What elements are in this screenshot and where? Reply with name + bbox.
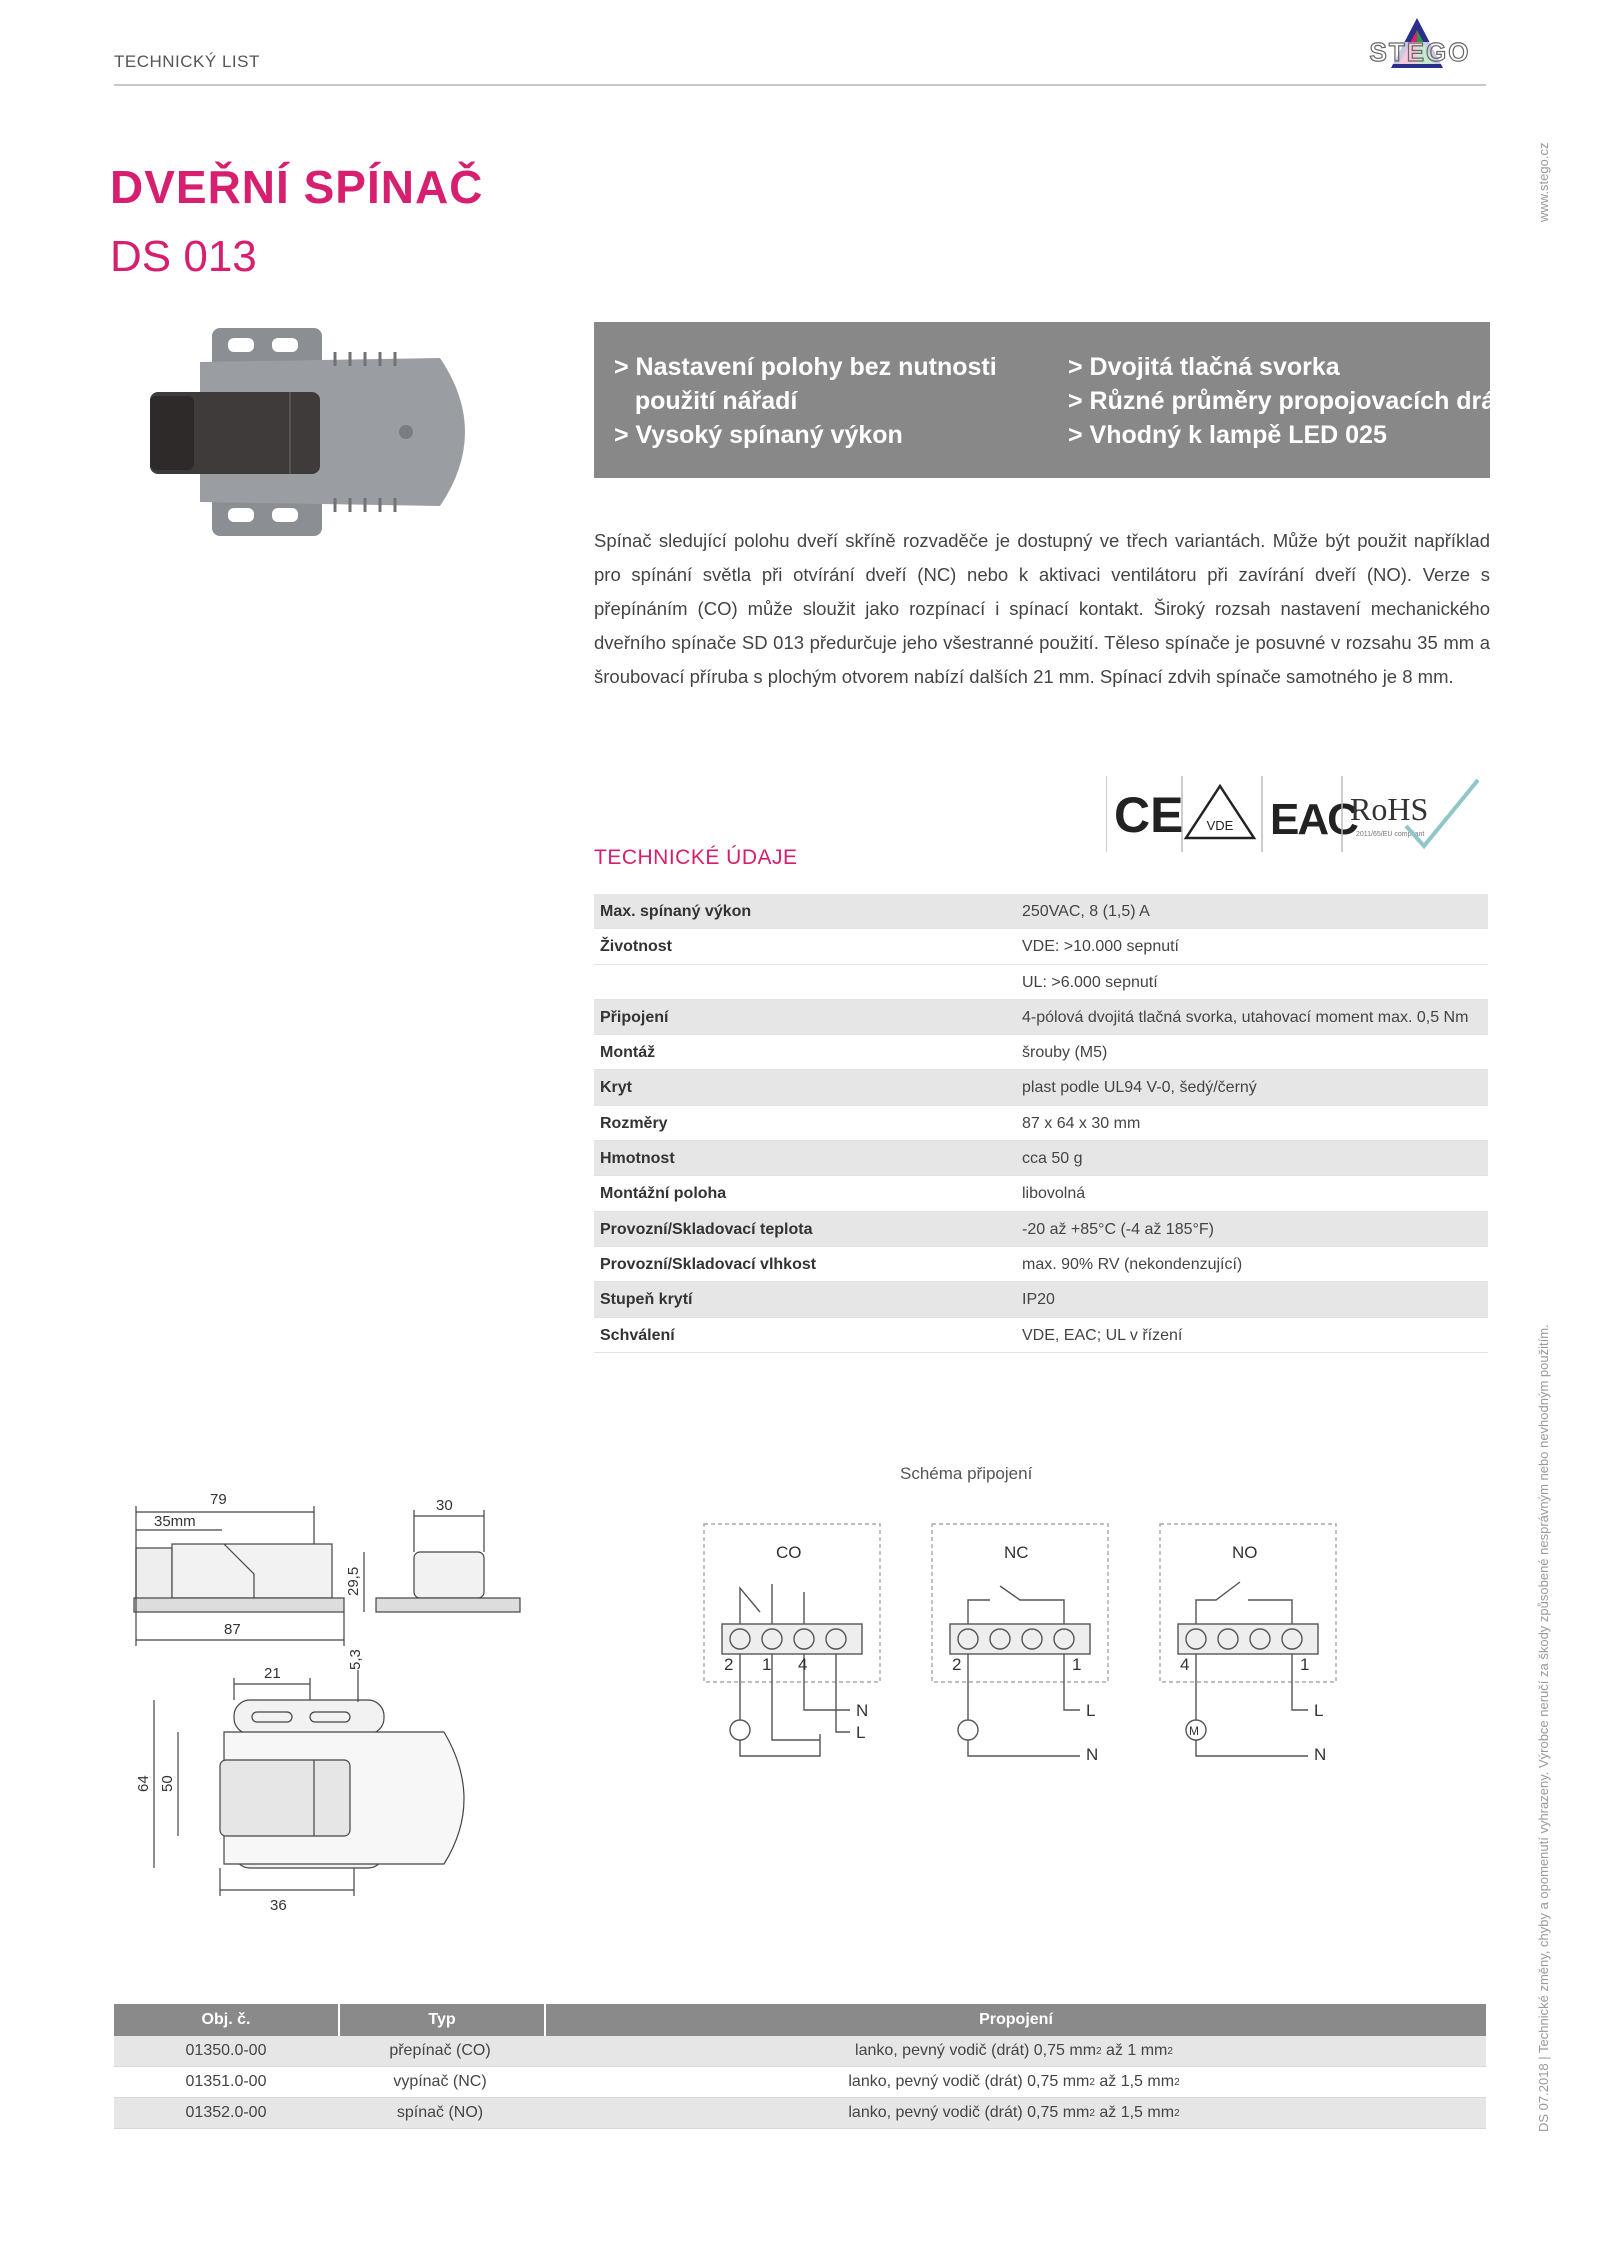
terminal-label: N (856, 1701, 869, 1720)
table-row (594, 1282, 1488, 1317)
terminal-label: 1 (1300, 1655, 1310, 1674)
terminal-label: 4 (798, 1655, 808, 1674)
spec-value: 87 x 64 x 30 mm (1022, 1114, 1141, 1132)
svg-text:RoHS: RoHS (1350, 791, 1429, 827)
header-divider (114, 84, 1486, 86)
stego-logo (1355, 16, 1485, 82)
terminal-label: N (1086, 1745, 1099, 1764)
spec-label: Kryt (600, 1079, 633, 1097)
ce-mark: CE (1114, 787, 1184, 843)
svg-text:2011/65/EU compliant: 2011/65/EU compliant (1356, 831, 1425, 838)
spec-value: -20 až +85°C (-4 až 185°F) (1022, 1220, 1214, 1238)
spec-label: Schválení (600, 1326, 675, 1344)
table-row (594, 1318, 1488, 1353)
spec-value: šrouby (M5) (1022, 1044, 1108, 1062)
terminal-label: 2 (724, 1655, 734, 1674)
column-header: Propojení (979, 2011, 1053, 2028)
product-description: Spínač sledující polohu dveří skříně rozvaděče je dostupný ve třech variantách. Může být použit například pro spínání světla při otvírání dveří (NC) nebo k aktivaci ventilátoru při zavírání dveří (NO). Verze s přepínáním (CO) může sloužit jako rozpínací i spínací kontakt. Široký rozsah nastavení mechanického dveřního spínače SD 013 předurčuje jeho všestranné použití. Těleso spínače je posuvné v rozsahu 35 mm a šroubovací příruba s plochým otvorem nabízí dalších 21 mm. Spínací zdvih spínače samotného je 8 mm. (594, 530, 1490, 687)
spec-value: IP20 (1022, 1291, 1055, 1309)
spec-label: Rozměry (600, 1114, 668, 1132)
schema-title: Schéma připojení (900, 1464, 1033, 1483)
spec-value: VDE: >10.000 sepnutí (1022, 938, 1179, 956)
feature-item: > Nastavení polohy bez nutnosti (614, 353, 997, 381)
table-row (114, 2036, 1486, 2067)
table-row (594, 1176, 1488, 1211)
spec-value: VDE, EAC; UL v řízení (1022, 1326, 1183, 1344)
feature-item: > Vhodný k lampě LED 025 (1068, 421, 1387, 449)
column-header: Obj. č. (114, 2004, 340, 2036)
table-row (594, 1000, 1488, 1035)
feature-item: > Různé průměry propojovacích drátů (1068, 387, 1519, 415)
side-website-url: www.stego.cz (1536, 142, 1551, 222)
feature-list-right (1068, 350, 1519, 452)
table-row (114, 2098, 1486, 2129)
dimension-label: 35mm (154, 1513, 196, 1530)
table-row (594, 1035, 1488, 1070)
table-row (594, 1247, 1488, 1282)
vde-mark (1186, 786, 1254, 838)
spec-label: Stupeň krytí (600, 1291, 693, 1309)
product-title: DVEŘNÍ SPÍNAČ (110, 161, 484, 213)
document-type-label: TECHNICKÝ LIST (114, 52, 260, 71)
side-disclaimer: DS 07.2018 | Technické změny, chyby a opomenutí vyhrazeny. Výrobce neručí za škody způsobené nesprávným nebo nevhodným použitím. (1536, 1324, 1551, 2132)
dimension-label: 87 (224, 1621, 241, 1638)
dimension-label: 21 (264, 1665, 281, 1682)
terminal-label: L (856, 1723, 866, 1742)
order-code: 01352.0-00 (185, 2104, 267, 2121)
product-model: DS 013 (110, 232, 257, 281)
spec-label: Montážní poloha (600, 1185, 727, 1203)
spec-value: cca 50 g (1022, 1150, 1083, 1168)
feature-item: > Dvojitá tlačná svorka (1068, 353, 1340, 381)
terminal-label: L (1086, 1701, 1096, 1720)
eac-mark: EAC (1270, 795, 1357, 844)
table-row (114, 2067, 1486, 2098)
dimension-label: 79 (210, 1491, 227, 1508)
terminal-label: 2 (952, 1655, 962, 1674)
table-row (594, 965, 1488, 1000)
spec-value: UL: >6.000 sepnutí (1022, 973, 1158, 991)
table-row (594, 1106, 1488, 1141)
co-label: CO (776, 1543, 802, 1562)
spec-value: plast podle UL94 V-0, šedý/černý (1022, 1079, 1257, 1097)
spec-label: Připojení (600, 1008, 669, 1026)
svg-text:STEGO: STEGO (1369, 37, 1471, 67)
spec-label: Provozní/Skladovací teplota (600, 1220, 813, 1238)
terminal-label: 1 (762, 1655, 772, 1674)
rohs-mark (1350, 780, 1478, 846)
technical-data-heading: TECHNICKÉ ÚDAJE (594, 846, 798, 869)
feature-item: > Vysoký spínaný výkon (614, 421, 903, 449)
order-type: spínač (NO) (396, 2104, 484, 2121)
spec-label: Hmotnost (600, 1150, 675, 1168)
svg-text:VDE: VDE (1206, 818, 1234, 833)
certification-marks (1106, 776, 1490, 852)
order-connection: lanko, pevný vodič (drát) 0,75 mm 2 až 1,5 mm 2 (848, 2104, 1180, 2121)
spec-label: Životnost (600, 938, 672, 956)
terminal-label: N (1314, 1745, 1327, 1764)
table-row (594, 929, 1488, 964)
column-header: Typ (340, 2004, 546, 2036)
product-photo (140, 322, 520, 542)
nc-label: NC (1004, 1543, 1029, 1562)
order-table (114, 2004, 1486, 2129)
table-row (594, 1070, 1488, 1105)
feature-list-left (614, 350, 997, 452)
terminal-label: 4 (1180, 1655, 1190, 1674)
table-row (594, 894, 1488, 929)
spec-value: 4-pólová dvojitá tlačná svorka, utahovací moment max. 0,5 Nm (1022, 1008, 1469, 1026)
dimension-label: 29,5 (345, 1566, 362, 1596)
technical-data-table (594, 894, 1488, 1353)
order-type: vypínač (NC) (393, 2073, 487, 2090)
motor-label: M (1189, 1724, 1199, 1738)
order-connection: lanko, pevný vodič (drát) 0,75 mm 2 až 1 mm 2 (855, 2042, 1173, 2059)
feature-box (594, 322, 1519, 478)
no-label: NO (1232, 1543, 1258, 1562)
dimension-label: 5,3 (347, 1649, 364, 1670)
spec-value: 250VAC, 8 (1,5) A (1022, 903, 1150, 920)
spec-value: max. 90% RV (nekondenzující) (1022, 1255, 1243, 1273)
order-type: přepínač (CO) (389, 2042, 491, 2059)
dimension-label: 36 (270, 1897, 287, 1914)
order-code: 01351.0-00 (185, 2073, 267, 2090)
spec-label: Provozní/Skladovací vlhkost (600, 1255, 817, 1273)
spec-label: Max. spínaný výkon (600, 903, 752, 920)
wiring-schema (700, 1520, 1340, 1780)
spec-value: libovolná (1022, 1185, 1086, 1203)
order-table-header (114, 2004, 1486, 2036)
order-code: 01350.0-00 (185, 2042, 267, 2059)
feature-item: použití nářadí (614, 387, 798, 415)
spec-label: Montáž (600, 1044, 656, 1062)
dimension-label: 50 (159, 1775, 176, 1792)
table-row (594, 1212, 1488, 1247)
dimension-drawing (114, 1470, 534, 1920)
dimension-label: 64 (135, 1775, 152, 1792)
table-row (594, 1141, 1488, 1176)
dimension-label: 30 (436, 1497, 453, 1514)
terminal-label: L (1314, 1701, 1324, 1720)
terminal-label: 1 (1072, 1655, 1082, 1674)
order-connection: lanko, pevný vodič (drát) 0,75 mm 2 až 1,5 mm 2 (848, 2073, 1180, 2090)
